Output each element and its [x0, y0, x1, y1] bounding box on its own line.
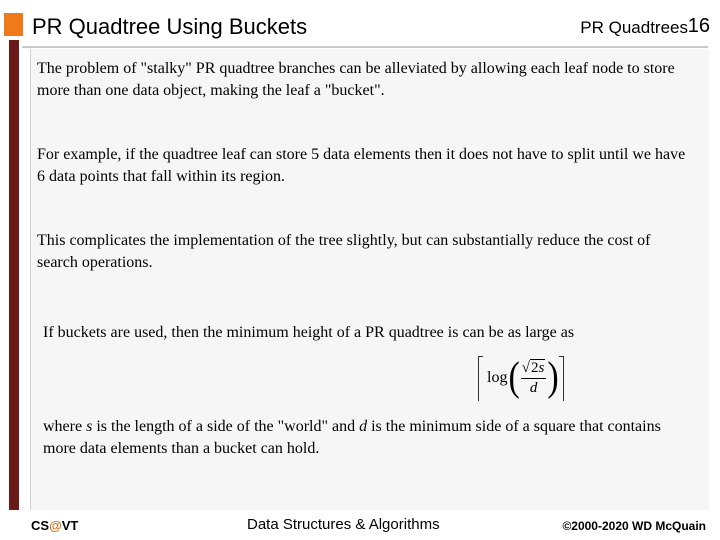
footer-course: CS@VT — [31, 518, 79, 533]
numerator-variable: s — [538, 360, 545, 376]
paragraph-example: For example, if the quadtree leaf can store 5 data elements then it does not have to split until we have 6 data points that fall within its region. — [37, 146, 686, 185]
right-ceiling-bracket — [559, 356, 564, 401]
formula-numerator — [521, 359, 547, 379]
var-d: d — [359, 418, 368, 435]
formula-fraction — [521, 359, 547, 397]
paragraph-min-height: If buckets are used, then the minimum height of a PR quadtree is can be as large as — [43, 324, 575, 341]
height-formula — [478, 354, 564, 402]
formula-log: log — [487, 369, 508, 386]
title-accent-square — [4, 13, 23, 36]
footer-course-title: Data Structures & Algorithms — [247, 516, 440, 533]
paragraph-stalky-branches: The problem of "stalky" PR quadtree branches can be alleviated by allowing each leaf node to store more than one data object, making the leaf a "bucket". — [37, 60, 675, 99]
paragraph-variable-definitions: where s is the length of a side of the "world" and d is the minimum side of a square that contains more data elements than a bucket can hold. — [43, 418, 661, 457]
footer-copyright: ©2000-2020 WD McQuain — [562, 519, 706, 533]
sqrt-icon: √ — [521, 360, 531, 376]
header-divider — [22, 46, 708, 48]
sqrt-expression — [522, 359, 546, 377]
right-paren: ) — [547, 355, 559, 400]
slide-title: PR Quadtree Using Buckets — [32, 14, 308, 39]
section-title: PR Quadtrees — [580, 18, 688, 37]
slide-number: 16 — [687, 15, 710, 37]
sqrt-coefficient: 2 — [531, 360, 539, 376]
sidebar-accent-bar — [9, 40, 19, 510]
var-s: s — [86, 418, 93, 435]
left-ceiling-bracket — [478, 356, 483, 401]
formula-denominator: d — [529, 380, 538, 396]
left-paren: ( — [508, 355, 520, 400]
paragraph-complication: This complicates the implementation of the tree slightly, but can substantially reduce the cost of search operations. — [37, 232, 651, 271]
